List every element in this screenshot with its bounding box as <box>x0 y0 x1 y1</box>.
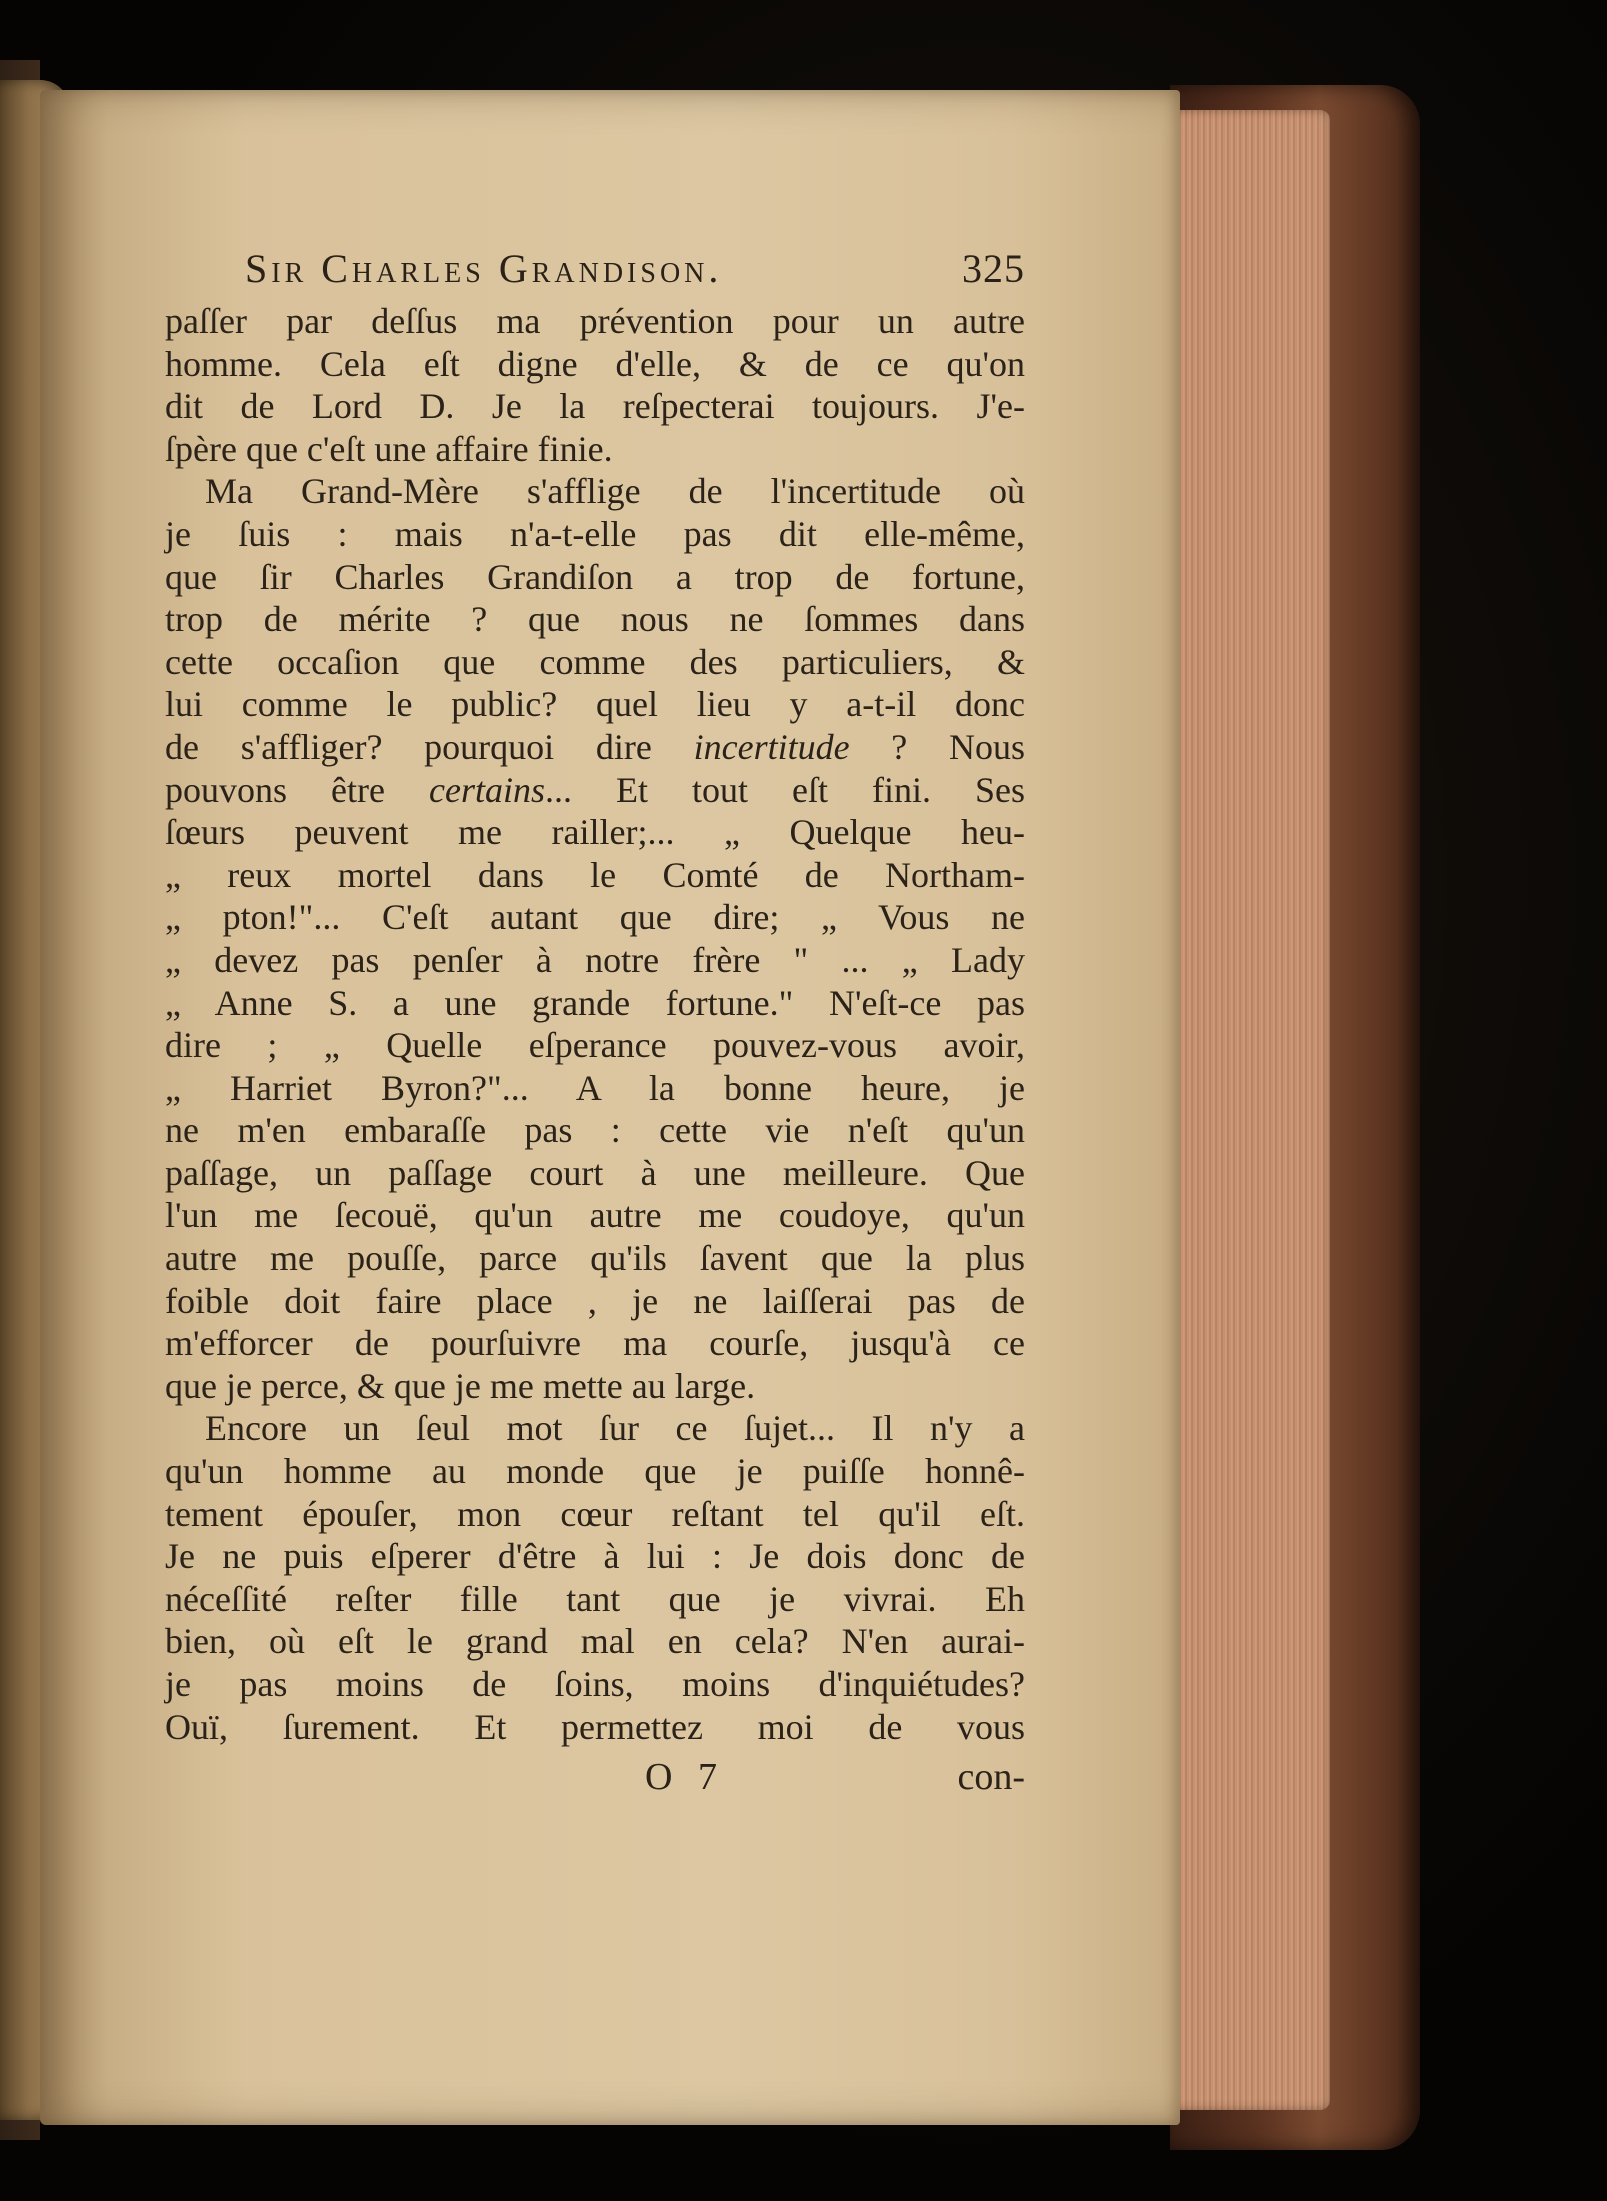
text-line: que ſir Charles Grandiſon a trop de fortune, <box>165 556 1025 597</box>
text-line: m'efforcer de pourſuivre ma courſe, jusqu'à ce <box>165 1323 1025 1364</box>
text-line: que je perce, & que je me mette au large. <box>165 1365 756 1406</box>
page-edges <box>1170 110 1330 2110</box>
text-line: Je ne puis eſperer d'être à lui : Je dois donc de <box>165 1536 1025 1577</box>
text-line: bien, où eſt le grand mal en cela? N'en aurai- <box>165 1621 1025 1662</box>
text-line: cette occaſion que comme des particuliers, & <box>165 641 1025 682</box>
running-title: Sir Charles Grandison. <box>245 246 723 291</box>
text-line: „ reux mortel dans le Comté de Northam- <box>165 854 1025 895</box>
catchword: con- <box>957 1756 1025 1798</box>
text-segment: de s'affliger? pourquoi dire <box>165 726 652 767</box>
page-number: 325 <box>962 246 1025 291</box>
page-footer <box>165 1755 1025 1805</box>
text-line: qu'un homme au monde que je puiſſe honnê- <box>165 1451 1025 1492</box>
text-line: „ pton!"... C'eſt autant que dire; „ Vous ne <box>165 897 1025 938</box>
text-line: lui comme le public? quel lieu y a-t-il donc <box>165 684 1025 725</box>
text-line: foible doit faire place , je ne laiſſerai pas de <box>165 1280 1025 1321</box>
text-line: Encore un ſeul mot ſur ce ſujet... Il n'y a <box>205 1408 1025 1449</box>
text-line: néceſſité reſter fille tant que je vivrai. Eh <box>165 1578 1025 1619</box>
text-segment: ? Nous <box>849 726 1026 767</box>
text-line: tement épouſer, mon cœur reſtant tel qu'il eſt. <box>165 1493 1025 1534</box>
text-line: Ma Grand-Mère s'afflige de l'incertitude où <box>205 471 1025 512</box>
text-line <box>165 769 1025 812</box>
text-line: „ devez pas penſer à notre frère " ... „ Lady <box>165 939 1025 980</box>
text-line: l'un me ſecouë, qu'un autre me coudoye, qu'un <box>165 1195 1025 1236</box>
text-line <box>165 726 1025 769</box>
text-line: homme. Cela eſt digne d'elle, & de ce qu'on <box>165 343 1025 384</box>
signature-mark: O 7 <box>645 1756 725 1798</box>
text-line: ſpère que c'eſt une affaire finie. <box>165 428 613 469</box>
text-line: ne m'en embaraſſe pas : cette vie n'eſt qu'un <box>165 1110 1025 1151</box>
text-line: trop de mérite ? que nous ne ſommes dans <box>165 599 1025 640</box>
text-line: paſſer par deſſus ma prévention pour un autre <box>165 301 1025 341</box>
text-line: dit de Lord D. Je la reſpecterai toujours. J'e- <box>165 386 1025 427</box>
text-line: je pas moins de ſoins, moins d'inquiétudes? <box>165 1664 1025 1704</box>
text-line: autre me pouſſe, parce qu'ils ſavent que la plus <box>165 1238 1025 1279</box>
italic-word: certains <box>428 769 545 810</box>
text-line: paſſage, un paſſage court à une meilleure. Que <box>165 1152 1025 1193</box>
text-line: je ſuis : mais n'a-t-elle pas dit elle-même, <box>165 513 1025 554</box>
running-head <box>245 245 1025 305</box>
text-line: ſœurs peuvent me railler;... „ Quelque heu- <box>165 812 1025 853</box>
text-line: dire ; „ Quelle eſperance pouvez-vous avoir, <box>165 1025 1025 1066</box>
body-text <box>165 300 1025 1748</box>
text-line: „ Anne S. a une grande fortune." N'eſt-ce pas <box>165 982 1025 1023</box>
text-line: Ouï, ſurement. Et permettez moi de vous <box>165 1706 1025 1747</box>
italic-word: incertitude <box>693 726 850 767</box>
text-segment: pouvons être <box>165 769 385 810</box>
text-line: „ Harriet Byron?"... A la bonne heure, je <box>165 1067 1025 1108</box>
text-segment: ... Et tout eſt fini. Ses <box>544 769 1025 810</box>
